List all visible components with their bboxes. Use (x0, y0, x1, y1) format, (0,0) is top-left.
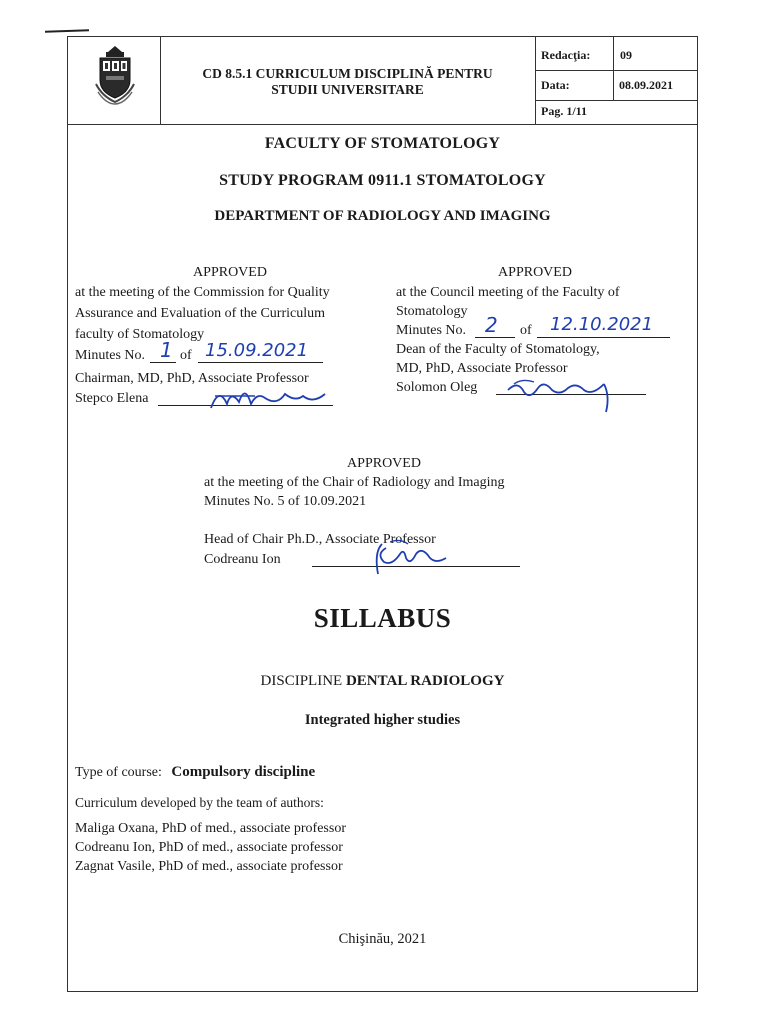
place-year: Chişinău, 2021 (338, 931, 427, 947)
scan-mark (45, 29, 89, 33)
discipline-prefix: DISCIPLINE (260, 673, 343, 689)
approval-left-minutes-number: 1 (160, 338, 173, 362)
approval-left-line2: Assurance and Evaluation of the Curriculum (75, 306, 325, 321)
date-value: 08.09.2021 (619, 78, 673, 92)
approval-left-minutes-prefix: Minutes No. (75, 348, 145, 363)
signature-stepco (205, 382, 335, 412)
approval-left-minutes-date: 15.09.2021 (205, 340, 309, 361)
course-type-label: Type of course: (75, 765, 162, 780)
author-2: Codreanu Ion, PhD of med., associate professor (75, 840, 343, 855)
header-title-line1: CD 8.5.1 CURRICULUM DISCIPLINĂ PENTRU (202, 66, 493, 81)
redactia-value: 09 (620, 48, 632, 62)
signature-solomon (500, 370, 620, 416)
approval-left-line3: faculty of Stomatology (75, 327, 205, 342)
approval-right-line2: Stomatology (396, 304, 468, 319)
page-number: Pag. 1/11 (541, 104, 588, 118)
program-heading: STUDY PROGRAM 0911.1 STOMATOLOGY (219, 172, 546, 189)
approval-left-chair-line: Chairman, MD, PhD, Associate Professor (75, 371, 309, 386)
approval-right-name: Solomon Oleg (396, 380, 478, 395)
header-title-line2: STUDII UNIVERSITARE (271, 82, 424, 97)
approval-center-line1: at the meeting of the Chair of Radiology and Imaging (204, 475, 505, 490)
faculty-heading: FACULTY OF STOMATOLOGY (264, 135, 501, 152)
approval-right-minutes-date: 12.10.2021 (550, 314, 654, 335)
discipline-line (67, 673, 698, 690)
approval-left-title: APPROVED (193, 265, 267, 280)
approval-center-line2: Minutes No. 5 of 10.09.2021 (204, 494, 367, 509)
course-type (75, 764, 315, 781)
approval-right-dean-line2: MD, PhD, Associate Professor (396, 361, 568, 376)
signature-codreanu (360, 538, 450, 578)
date-label: Data: (541, 78, 570, 92)
university-crest-logo (92, 44, 138, 106)
author-1: Maliga Oxana, PhD of med., associate professor (75, 821, 346, 836)
approval-right-title: APPROVED (498, 265, 572, 280)
redactia-label: Redacţia: (541, 48, 591, 62)
approval-right-of: of (520, 323, 532, 338)
studies-level: Integrated higher studies (304, 712, 461, 728)
approval-right-line1: at the Council meeting of the Faculty of (396, 285, 620, 300)
approval-center-head-line: Head of Chair Ph.D., Associate Professor (204, 532, 436, 547)
approval-center-title: APPROVED (347, 456, 421, 471)
authors-intro: Curriculum developed by the team of authors: (75, 795, 324, 810)
department-heading: DEPARTMENT OF RADIOLOGY AND IMAGING (214, 208, 551, 224)
author-3: Zagnat Vasile, PhD of med., associate professor (75, 859, 343, 874)
approval-right-minutes-prefix: Minutes No. (396, 323, 466, 338)
syllabus-title: SILLABUS (313, 603, 452, 633)
approval-right-minutes-number: 2 (485, 313, 498, 337)
approval-center-name: Codreanu Ion (204, 552, 281, 567)
approval-right-dean-line1: Dean of the Faculty of Stomatology, (396, 342, 600, 357)
approval-left-name: Stepco Elena (75, 391, 149, 406)
approval-left-of: of (180, 348, 192, 363)
header-title (160, 66, 535, 98)
course-type-value: Compulsory discipline (171, 764, 316, 780)
approval-left-line1: at the meeting of the Commission for Quality (75, 285, 330, 300)
discipline-name: DENTAL RADIOLOGY (345, 673, 505, 689)
